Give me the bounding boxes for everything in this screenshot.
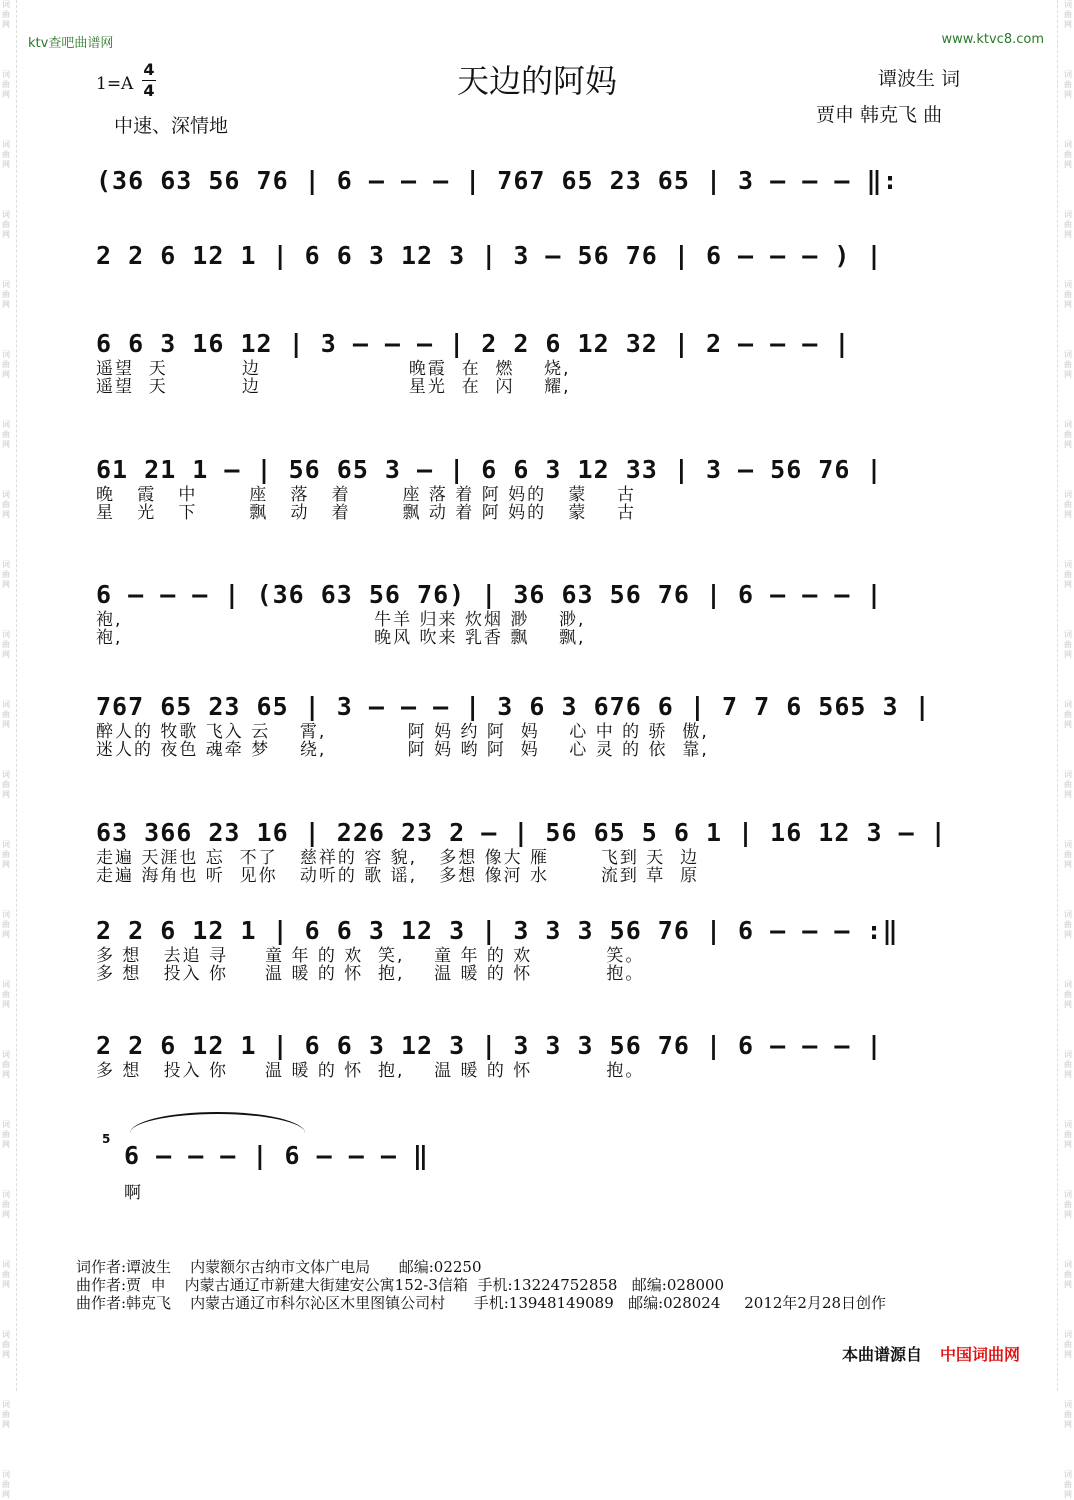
lyrics-verse-2: 迷人的 夜色 魂牵 梦 绕, 阿 妈 哟 阿 妈 心 灵 的 依 靠,	[96, 740, 709, 760]
score-line	[96, 454, 1016, 522]
source-site: 中国词曲网	[940, 1345, 1021, 1364]
lyricist-credit: 谭波生 词	[878, 68, 961, 90]
lyrics-verse-1: 多 想 去追 寻 童 年 的 欢 笑, 童 年 的 欢 笑。	[96, 946, 645, 966]
score-line-final	[124, 1140, 1044, 1202]
lyrics-verse-1: 袍, 牛羊 归来 炊烟 渺 渺,	[96, 610, 586, 630]
notes-row: 767 65 23 65 | 3 – – – | 3 6 3 676 6 | 7 7 6 565 3 |	[96, 692, 931, 721]
lyrics-verse-1: 多 想 投入 你 温 暖 的 怀 抱, 温 暖 的 怀 抱。	[96, 1061, 645, 1081]
lyrics-verse-1: 醉人的 牧歌 飞入 云 霄, 阿 妈 约 阿 妈 心 中 的 骄 傲,	[96, 722, 709, 742]
right-side-watermark: 词曲网 词曲网 词曲网 词曲网 词曲网 词曲网 词曲网 词曲网 词曲网 词曲网 词曲网 词曲网 词曲网 词曲网 词曲网 词曲网 词曲网 词曲网 词曲网 词曲网 词曲网 词曲网	[1057, 0, 1072, 1391]
score-line	[96, 691, 1016, 759]
source-prefix: 本曲谱源自	[842, 1345, 923, 1364]
song-title: 天边的阿妈	[456, 62, 617, 100]
lyrics-verse-2: 袍, 晚风 吹来 乳香 飘 飘,	[96, 628, 586, 648]
footer-composer-2: 曲作者:韩克飞 内蒙古通辽市科尔沁区木里图镇公司村 手机:13948149089 邮编:028024 2012年2月28日创作	[76, 1294, 887, 1312]
score-line	[96, 817, 1016, 885]
notes-row: 6 6 3 16 12 | 3 – – – | 2 2 6 12 32 | 2 – – – |	[96, 329, 851, 358]
time-sig-top: 4	[143, 60, 155, 79]
score-line	[96, 915, 1016, 983]
notes-row: 2 2 6 12 1 | 6 6 3 12 3 | 3 3 3 56 76 | 6 – – – :‖	[96, 916, 899, 945]
notes-row: 6 – – – | (36 63 56 76) | 36 63 56 76 | 6 – – – |	[96, 580, 883, 609]
time-signature	[142, 60, 156, 101]
key-signature: 1=A	[96, 74, 134, 94]
notes-row: 61 21 1 – | 56 65 3 – | 6 6 3 12 33 | 3 – 56 76 |	[96, 455, 883, 484]
notes-row: 2 2 6 12 1 | 6 6 3 12 3 | 3 3 3 56 76 | 6 – – – |	[96, 1031, 883, 1060]
score-line	[96, 328, 1016, 396]
score-line	[96, 165, 1016, 197]
notes-row: (36 63 56 76 | 6 – – – | 767 65 23 65 | 3 – – – ‖:	[96, 166, 899, 195]
time-sig-bottom: 4	[143, 81, 155, 100]
notes-row: 2 2 6 12 1 | 6 6 3 12 3 | 3 – 56 76 | 6 – – – ) |	[96, 241, 883, 270]
score-line	[96, 1030, 1016, 1080]
notes-row: 6 – – – | 6 – – – ‖	[124, 1141, 429, 1170]
footer-lyricist: 词作者:谭波生 内蒙额尔古纳市文体广电局 邮编:02250	[76, 1258, 482, 1276]
site-watermark-right: www.ktvc8.com	[941, 32, 1044, 47]
composer-credit: 贾申 韩克飞 曲	[816, 104, 943, 126]
lyrics-verse-2: 多 想 投入 你 温 暖 的 怀 抱, 温 暖 的 怀 抱。	[96, 964, 645, 984]
tempo-marking: 中速、深情地	[114, 115, 229, 137]
lyrics-verse-1: 晚 霞 中 座 落 着 座 落 着 阿 妈的 蒙 古	[96, 485, 636, 505]
lyrics-verse-2: 遥望 天 边 星光 在 闪 耀,	[96, 377, 571, 397]
score-line	[96, 240, 1016, 272]
source-credit	[842, 1342, 1020, 1365]
grace-note: 5	[102, 1132, 111, 1146]
notes-row: 63 366 23 16 | 226 23 2 – | 56 65 5 6 1 | 16 12 3 – |	[96, 818, 947, 847]
lyrics-verse-1: 走遍 天涯也 忘 不了 慈祥的 容 貌, 多想 像大 雁 飞到 天 边	[96, 848, 700, 868]
site-watermark-left: ktv查吧曲谱网	[28, 36, 114, 51]
score-line	[96, 579, 1016, 647]
lyrics-verse-2: 星 光 下 飘 动 着 飘 动 着 阿 妈的 蒙 古	[96, 503, 636, 523]
left-side-watermark: 词曲网 词曲网 词曲网 词曲网 词曲网 词曲网 词曲网 词曲网 词曲网 词曲网 词曲网 词曲网 词曲网 词曲网 词曲网 词曲网 词曲网 词曲网 词曲网 词曲网 词曲网 词曲网	[2, 0, 17, 1391]
lyrics-verse-2: 走遍 海角也 听 见你 动听的 歌 谣, 多想 像河 水 流到 草 原	[96, 866, 700, 886]
footer-composer-1: 曲作者:贾 申 内蒙古通辽市新建大街建安公寓152-3信箱 手机:13224752858 邮编:028000	[76, 1276, 725, 1294]
lyrics-verse-1: 啊	[124, 1183, 143, 1203]
lyrics-verse-1: 遥望 天 边 晚霞 在 燃 烧,	[96, 359, 571, 379]
